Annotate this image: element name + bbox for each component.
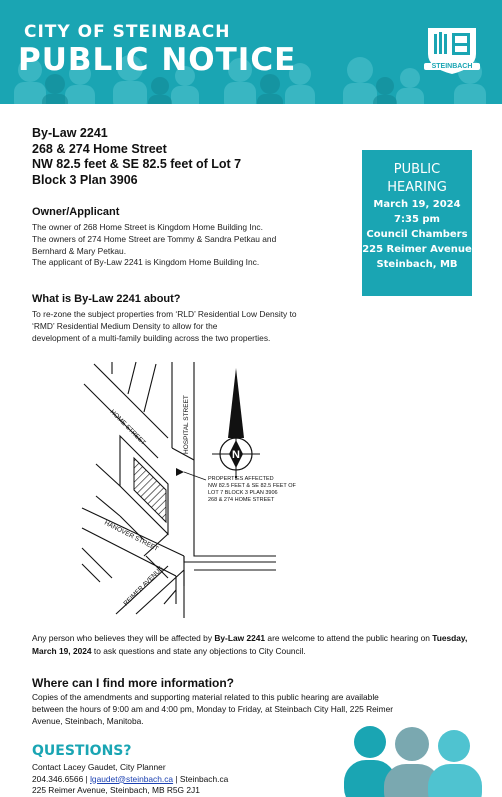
hospital-street-label: HOSPITAL STREET [183, 395, 190, 454]
bylaw-line: NW 82.5 feet & SE 82.5 feet of Lot 7 [32, 157, 242, 171]
attend-bylaw: By-Law 2241 [214, 633, 266, 643]
bylaw-line: By-Law 2241 [32, 126, 108, 140]
hearing-city: Steinbach, MB [376, 259, 458, 270]
city-name: CITY OF STEINBACH [24, 22, 231, 42]
affected-label-line: 268 & 274 HOME STREET [208, 497, 275, 503]
owner-line: The applicant of By-Law 2241 is Kingdom Home Building Inc. [32, 257, 260, 268]
about-line: ‘RMD’ Residential Medium Density to allow for the [32, 320, 218, 331]
about-title: What is By-Law 2241 about? [32, 293, 181, 305]
hearing-title-line1: PUBLIC [393, 162, 441, 177]
attend-paragraph [32, 632, 472, 657]
hearing-time: 7:35 pm [394, 214, 440, 225]
where-line: Avenue, Steinbach, Manitoba. [32, 716, 144, 726]
about-text [32, 309, 297, 344]
north-label: N [232, 449, 240, 461]
hearing-address: 225 Reimer Avenue [362, 244, 472, 255]
owner-title: Owner/Applicant [32, 206, 120, 218]
home-street-label: HOME STREET [108, 408, 147, 447]
contact-block [32, 762, 228, 797]
hearing-date: March 19, 2024 [373, 199, 461, 210]
about-line: development of a multi-family building across the two properties. [32, 332, 271, 343]
owner-line: Bernhard & Mary Petkau. [32, 245, 127, 256]
contact-line [32, 774, 228, 786]
reimer-avenue-label: REIMER AVENUE [122, 564, 165, 608]
people-icon [330, 722, 502, 797]
owner-line: The owner of 268 Home Street is Kingdom Home Building Inc. [32, 222, 263, 232]
location-map [76, 356, 356, 618]
contact-address: 225 Reimer Avenue, Steinbach, MB R5G 2J1 [32, 785, 200, 795]
email-link[interactable]: lgaudet@steinbach.ca [90, 773, 174, 784]
hanover-street-label: HANOVER STREET [103, 519, 160, 553]
attend-text: to ask questions and state any objections to City Council. [91, 645, 306, 656]
bylaw-line: Block 3 Plan 3906 [32, 172, 138, 187]
owner-line: The owners of 274 Home Street are Tommy & Sandra Petkau and [32, 233, 277, 244]
about-line: To re-zone the subject properties from ‘RLD’ Residential Low Density to [32, 309, 297, 319]
affected-property [134, 458, 166, 522]
affected-label-line: NW 82.5 FEET & SE 82.5 FEET OF [208, 483, 296, 489]
questions-title: QUESTIONS? [32, 743, 132, 759]
contact-name: Contact Lacey Gaudet, City Planner [32, 762, 166, 772]
hearing-title-line2: HEARING [387, 180, 447, 195]
where-title: Where can I find more information? [32, 676, 235, 690]
attend-text: Any person who believes they will be affected by [32, 633, 215, 643]
affected-label-line: PROPERTIES AFFECTED [208, 476, 274, 482]
contact-site: | Steinbach.ca [173, 773, 229, 784]
bylaw-line: 268 & 274 Home Street [32, 141, 167, 156]
header-banner [0, 0, 502, 104]
logo-wordmark: STEINBACH [424, 63, 480, 70]
page-title: PUBLIC NOTICE [18, 42, 297, 78]
where-line: Copies of the amendments and supporting material related to this public hearing are available [32, 692, 379, 702]
bylaw-heading [32, 126, 241, 188]
owner-text [32, 222, 276, 269]
hearing-place: Council Chambers [366, 229, 468, 240]
attend-date: Tuesday, March 19, 2024 [32, 633, 468, 656]
affected-label-line: LOT 7 BLOCK 3 PLAN 3906 [208, 490, 278, 496]
where-line: between the hours of 9:00 am and 4:00 pm, Monday to Friday, at Steinbach City Hall, 225 Reimer [32, 704, 394, 714]
public-hearing-box [362, 150, 472, 296]
contact-phone: 204.346.6566 | [32, 773, 91, 784]
hearing-title [362, 161, 472, 197]
attend-text: are welcome to attend the public hearing on [265, 633, 433, 643]
north-arrow-icon [228, 368, 244, 438]
